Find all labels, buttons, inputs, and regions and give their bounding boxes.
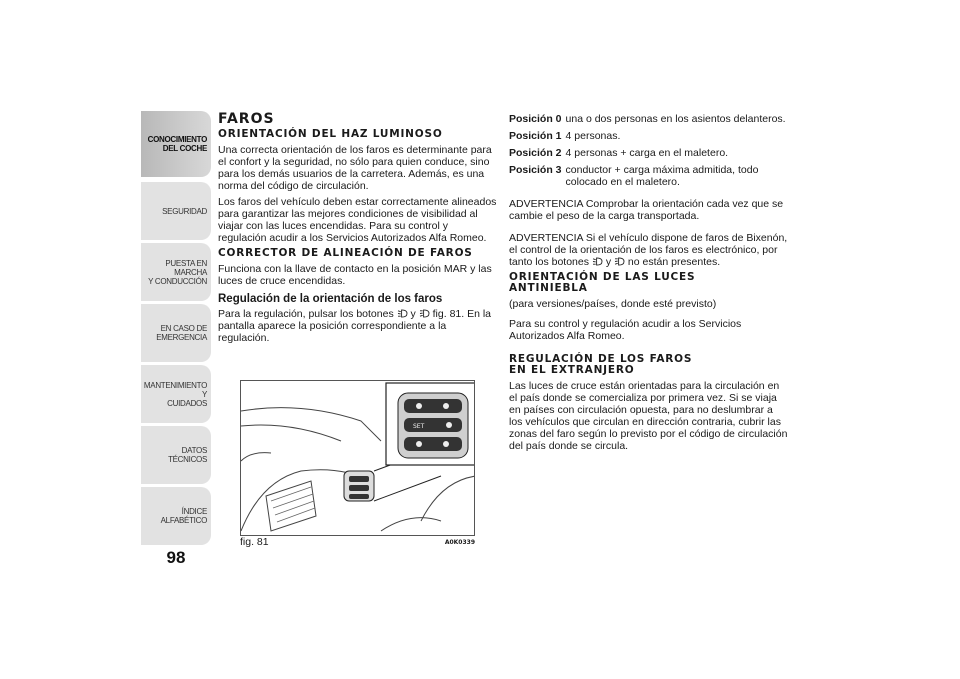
tab-seguridad[interactable]	[141, 182, 211, 240]
text: ADVERTENCIA Si el vehículo dispone de faros de Bixenón, el control de la orientación de los faros es electrónico, por tanto los botones	[509, 232, 788, 268]
paragraph: Funciona con la llave de contacto en la posición MAR y las luces de cruce encendidas.	[218, 263, 492, 287]
figure-81-illustration	[240, 380, 475, 536]
dashboard-switch-illustration	[241, 381, 475, 536]
heading-regulacion: Regulación de la orientación de los faros	[218, 293, 443, 305]
tab-indice-alfabetico[interactable]	[141, 487, 211, 545]
heading-corrector: CORRECTOR DE ALINEACIÓN DE FAROS	[218, 247, 473, 259]
headlamp-down-icon	[397, 309, 408, 318]
position-label: Posición 1	[509, 130, 562, 142]
tab-label: ÍNDICE ALFABÉTICO	[160, 507, 207, 525]
section-title-faros: FAROS	[218, 111, 275, 127]
set-label: SET	[413, 423, 425, 430]
tab-label: MANTENIMIENTO Y CUIDADOS	[143, 380, 207, 408]
position-row	[509, 164, 789, 188]
text: Para la regulación, pulsar los botones	[218, 308, 394, 320]
text: no están presentes.	[627, 256, 721, 268]
headlamp-up-icon	[614, 257, 625, 266]
page-number: 98	[166, 548, 186, 567]
warning-1: ADVERTENCIA Comprobar la orientación cada vez que se cambie el peso de la carga transportada.	[509, 198, 784, 222]
position-text: 4 personas + carga en el maletero.	[565, 147, 729, 159]
position-label: Posición 0	[509, 113, 562, 125]
tab-label: PUESTA EN MARCHA Y CONDUCCIÓN	[148, 258, 207, 286]
position-label: Posición 2	[509, 147, 562, 159]
text: y	[605, 256, 612, 268]
tab-label: CONOCIMIENTO DEL COCHE	[147, 135, 207, 153]
tab-label: EN CASO DE EMERGENCIA	[156, 324, 207, 342]
tab-datos-tecnicos[interactable]	[141, 426, 211, 484]
text: fig. 81. En la pantalla aparece la posición correspondiente a la regulación.	[218, 308, 492, 344]
position-text: una o dos personas en los asientos delanteros.	[565, 113, 786, 125]
tab-conocimiento-del-coche[interactable]	[141, 111, 211, 177]
chapter-sidebar	[141, 111, 211, 541]
position-row	[509, 130, 789, 142]
tab-mantenimiento[interactable]	[141, 365, 211, 423]
tab-en-caso-de-emergencia[interactable]	[141, 304, 211, 362]
paragraph: Los faros del vehículo deben estar correctamente alineados para garantizar las mejores condiciones de visibilidad al viajar con las luces encendidas. Para su control y regulación acudir a los Servicios Autorizados Alfa Romeo.	[218, 196, 497, 244]
left-column	[218, 113, 498, 348]
heading-orientacion-haz: ORIENTACIÓN DEL HAZ LUMINOSO	[218, 128, 443, 140]
headlamp-up-icon	[419, 309, 430, 318]
tab-label: SEGURIDAD	[162, 206, 207, 216]
tab-label: DATOS TÉCNICOS	[168, 446, 207, 464]
tab-puesta-en-marcha[interactable]	[141, 243, 211, 301]
right-column	[509, 113, 789, 456]
paragraph: (para versiones/países, donde esté previsto)	[509, 298, 717, 310]
paragraph-regulacion	[218, 308, 498, 344]
paragraph: Las luces de cruce están orientadas para la circulación en el país donde se comercializa por primera vez. Si se viaja en países con circulación opuesta, para no deslumbrar a los vehículos que circulan en dirección contraria, cubrir las zonas del faro según lo previsto por el código de circulación del país donde se circula.	[509, 380, 788, 452]
position-label: Posición 3	[509, 164, 562, 176]
position-text: conductor + carga máxima admitida, todo colocado en el maletero.	[565, 164, 759, 188]
paragraph: Para su control y regulación acudir a los Servicios Autorizados Alfa Romeo.	[509, 318, 742, 342]
position-row	[509, 147, 789, 159]
heading-antiniebla: ORIENTACIÓN DE LAS LUCES ANTINIEBLA	[509, 271, 696, 294]
position-text: 4 personas.	[565, 130, 621, 142]
headlamp-down-icon	[592, 257, 603, 266]
warning-2	[509, 232, 789, 268]
figure-code: A0K0339	[444, 538, 475, 546]
figure-caption	[240, 536, 475, 548]
heading-extranjero: REGULACIÓN DE LOS FAROS EN EL EXTRANJERO	[509, 353, 693, 376]
figure-number: fig. 81	[240, 536, 269, 548]
paragraph: Una correcta orientación de los faros es determinante para el confort y la seguridad, no sólo para quien conduce, sino para los demás usuarios de la carretera. Además, es una norma del código de circulación.	[218, 144, 492, 192]
position-row	[509, 113, 789, 125]
text: y	[410, 308, 416, 320]
